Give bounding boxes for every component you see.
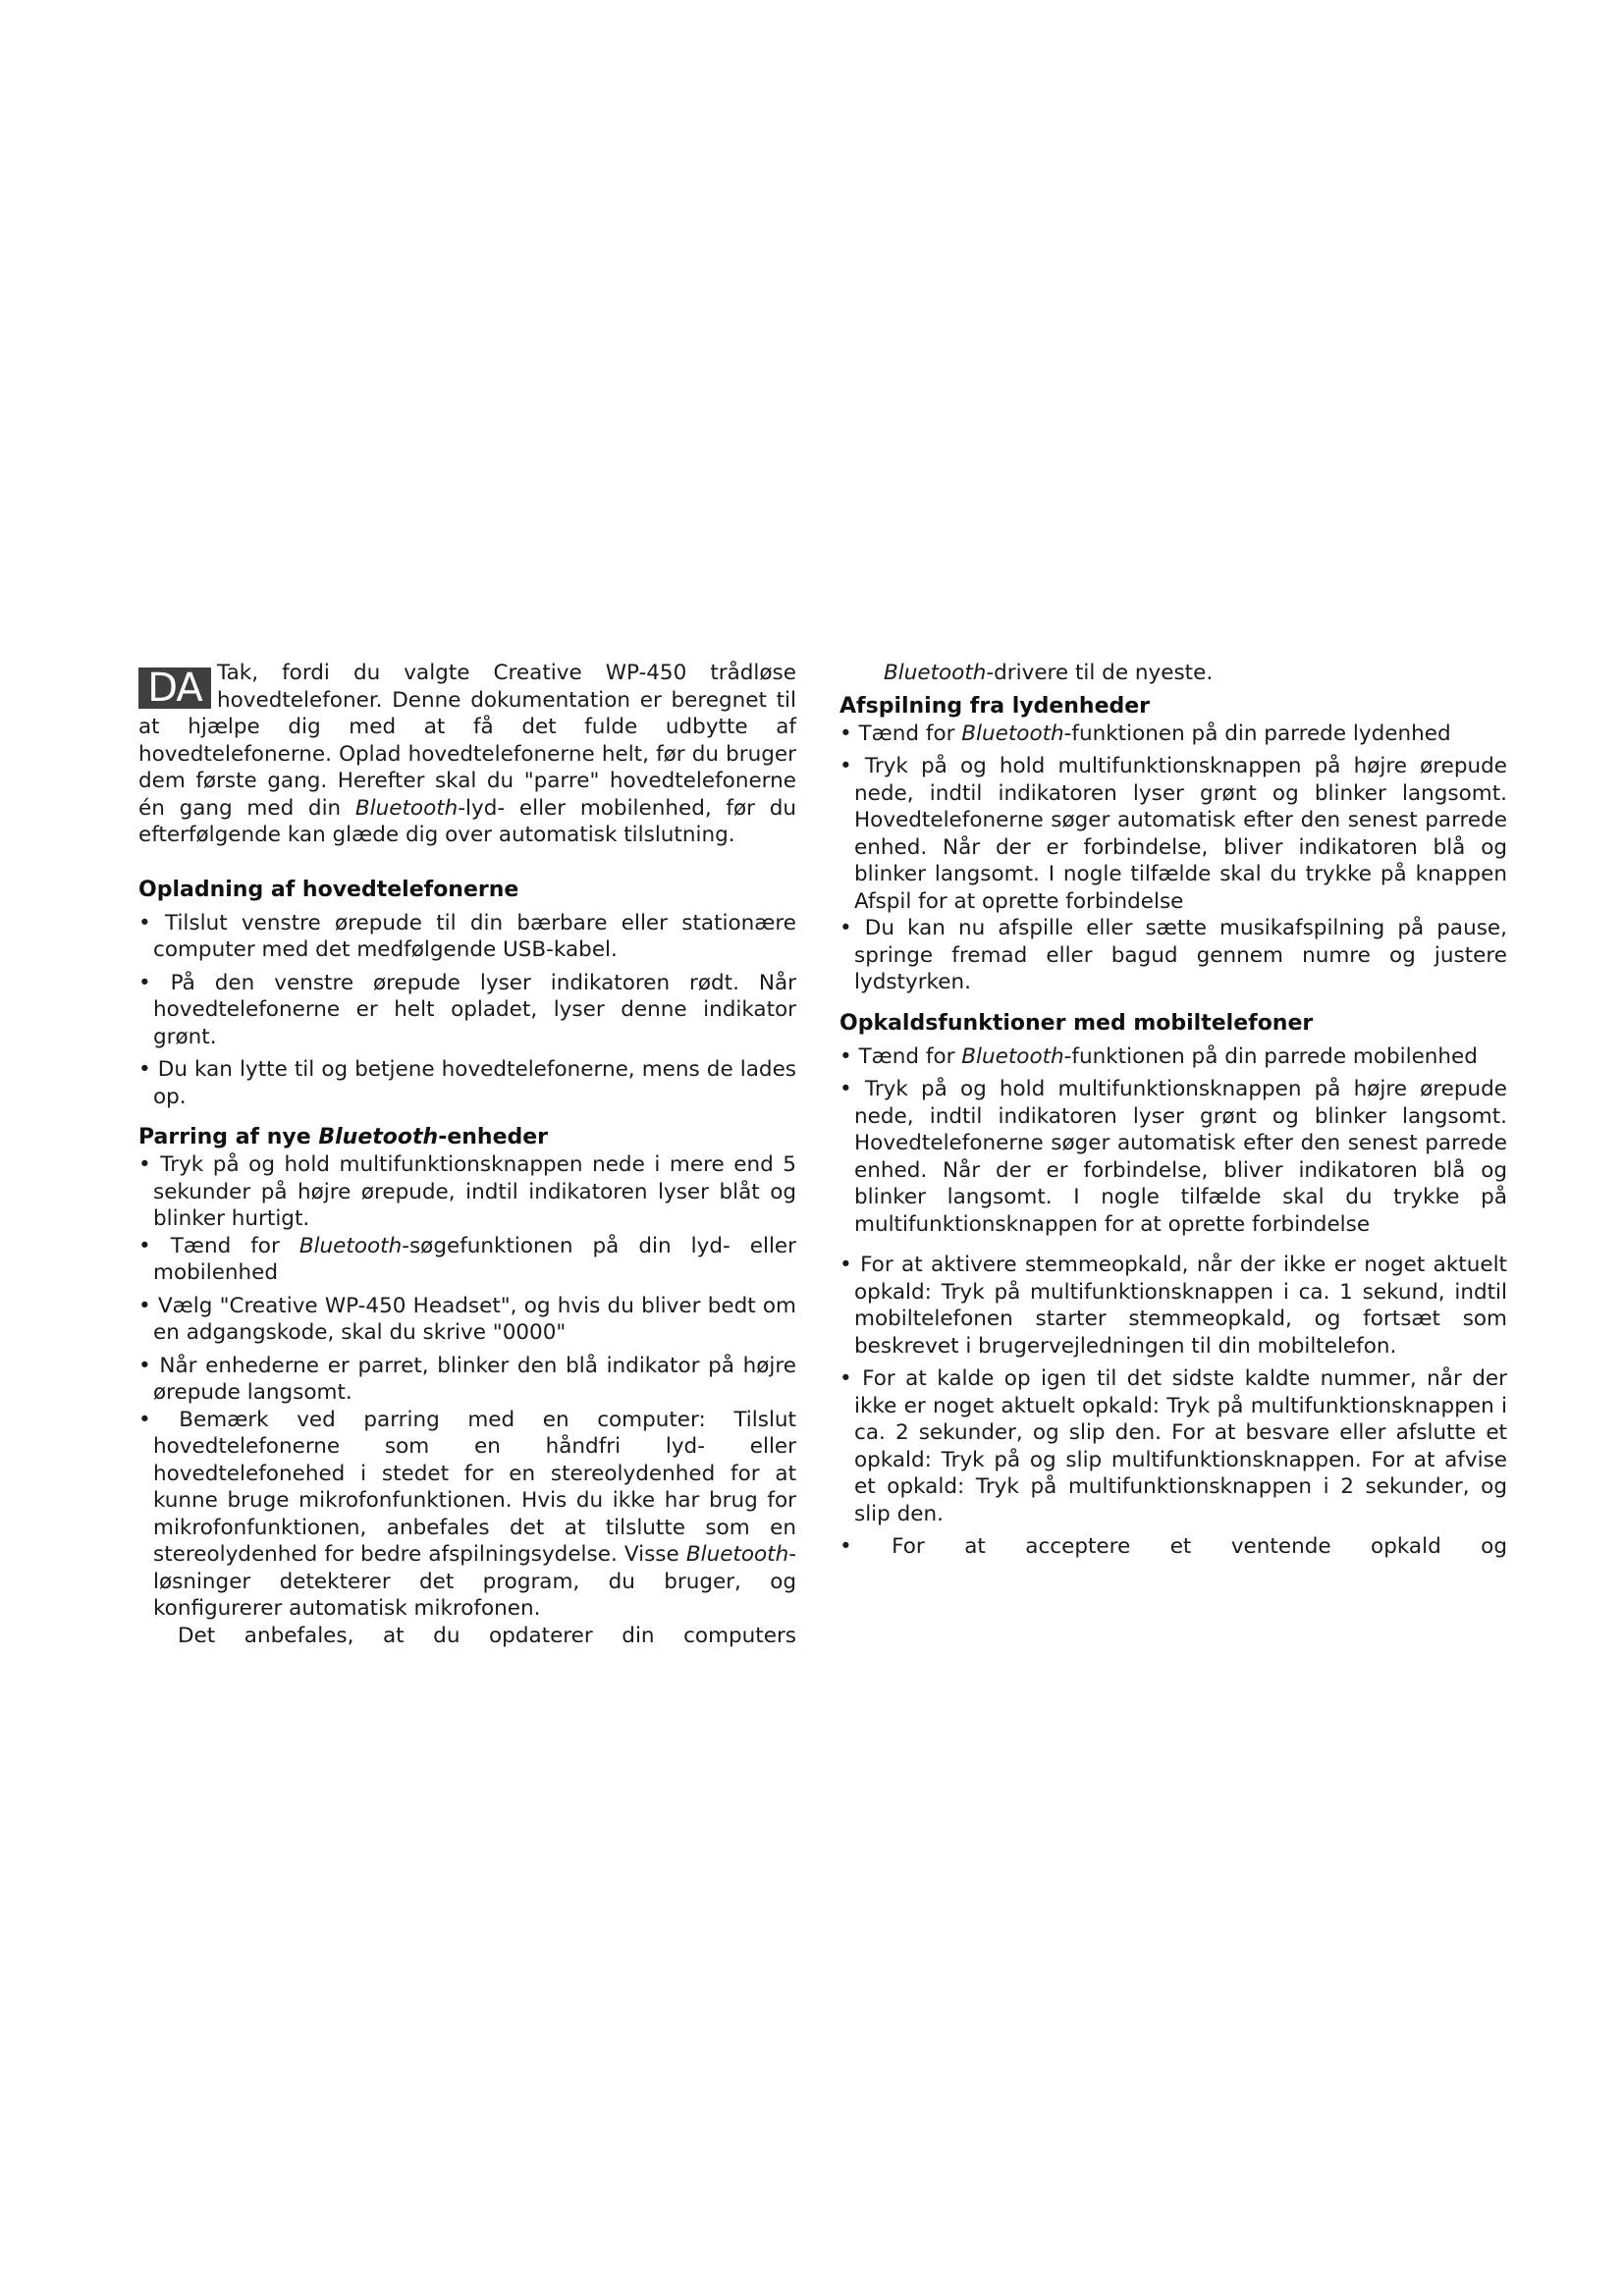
pairing-item5-b: -løsninger detekterer det program, du bruger, og konfigurerer automatisk mikrofonen. (153, 1542, 796, 1621)
calls-item1-bluetooth: Bluetooth (961, 1043, 1064, 1069)
pairing-item5-a: Bemærk ved parring med en computer: Tilslut hovedtelefonerne som en håndfri lyd- eller hovedtelefonehed i stedet for en stereolydenhed for at kunne bruge mikrofonfunktionen. Hvis du ikke har brug for mikrofonfunktionen, anbefales det at tilslutte som en stereolydenhed for bedre afspilningsydelse. Visse (153, 1407, 796, 1567)
pairing-item5-bluetooth: Bluetooth (685, 1542, 789, 1567)
calls-item1-pre: Tænd for (858, 1043, 962, 1069)
pairing-item2-post: -søgefunktionen på din lyd- eller mobilenhed (153, 1233, 796, 1285)
list-item (839, 1043, 1507, 1071)
continued-rest: -drivere til de nyeste. (986, 661, 1214, 685)
list-item: • Tryk på og hold multifunktionsknappen på højre ørepude nede, indtil indikatoren lyser grønt og blinker langsomt. Hovedtelefonerne søger automatisk efter den senest parrede enhed. Når der er forbindelse, bliver indikatoren blå og blinker langsomt. I nogle tilfælde skal du trykke på multifunktionsknappen for at oprette forbindelse (839, 1076, 1507, 1238)
intro-paragraph (138, 660, 796, 849)
pairing-heading-post: -enheder (438, 1125, 549, 1149)
list-item: • Vælg "Creative WP-450 Headset", og hvis du bliver bedt om en adgangskode, skal du skrive "0000" (138, 1293, 796, 1347)
continued-line (839, 660, 1507, 687)
list-item: • Tryk på og hold multifunktionsknappen nede i mere end 5 sekunder på højre ørepude, indtil indikatoren lyser blåt og blinker hurtigt. (138, 1151, 796, 1233)
right-column (839, 660, 1507, 1561)
list-item (839, 721, 1507, 748)
pairing-item2-bluetooth: Bluetooth (298, 1233, 403, 1258)
list-item (138, 1233, 796, 1287)
pairing-heading-bluetooth: Bluetooth (318, 1125, 439, 1149)
left-column (138, 660, 796, 1649)
list-item: • For at aktivere stemmeopkald, når der ikke er noget aktuelt opkald: Tryk på multifunktionsknappen i ca. 1 sekund, indtil mobiltelefonen starter stemmeopkald, og fortsæt som beskrevet i brugervejledningen til din mobiltelefon. (839, 1252, 1507, 1360)
intro-text-1: Tak, fordi du valgte Creative WP-450 trådløse hovedtelefoner. Denne dokumentation er beregnet til at hjælpe dig med at få det fulde udbytte af hovedtelefonerne. Oplad hovedtelefonerne helt, før du bruger dem første gang. Herefter skal du "parre" hovedtelefonerne én gang med din (138, 661, 796, 821)
list-item: • Du kan nu afspille eller sætte musikafspilning på pause, springe fremad eller bagud gennem numre og justere lydstyrken. (839, 915, 1507, 996)
playback-item1-bluetooth: Bluetooth (961, 721, 1064, 746)
playback-heading: Afspilning fra lydenheder (839, 693, 1151, 719)
list-item: • Tryk på og hold multifunktionsknappen på højre ørepude nede, indtil indikatoren lyser grønt og blinker langsomt. Hovedtelefonerne søger automatisk efter den senest parrede enhed. Når der er forbindelse, bliver indikatoren blå og blinker langsomt. I nogle tilfælde skal du trykke på knappen Afspil for at oprette forbindelse (839, 753, 1507, 915)
list-item: • På den venstre ørepude lyser indikatoren rødt. Når hovedtelefonerne er helt opladet, lyser denne indikator grønt. (138, 970, 796, 1051)
language-badge: DA (138, 667, 211, 709)
list-item: • Når enhederne er parret, blinker den blå indikator på højre ørepude langsomt. (138, 1353, 796, 1407)
intro-bluetooth: Bluetooth (354, 795, 459, 821)
calls-heading: Opkaldsfunktioner med mobiltelefoner (839, 1010, 1314, 1036)
pairing-heading (138, 1124, 796, 1151)
playback-item1-post: -funktionen på din parrede lydenhed (1063, 721, 1451, 746)
pairing-item2-pre: Tænd for (170, 1233, 299, 1258)
continued-bluetooth: Bluetooth (884, 661, 987, 685)
list-item: • Tilslut venstre ørepude til din bærbare eller stationære computer med det medfølgende USB-kabel. (138, 910, 796, 964)
list-item: • For at acceptere et ventende opkald og (839, 1533, 1507, 1561)
list-item: • Du kan lytte til og betjene hovedtelefonerne, mens de lades op. (138, 1056, 796, 1110)
pairing-heading-pre: Parring af nye (138, 1125, 319, 1149)
list-item: • For at kalde op igen til det sidste kaldte nummer, når der ikke er noget aktuelt opkald: Tryk på multifunktionsknappen i ca. 2 sekunder, og slip den. For at besvare eller afslutte et opkald: Tryk på og slip multifunktionsknappen. For at afvise et opkald: Tryk på multifunktionsknappen i 2 sekunder, og slip den. (839, 1365, 1507, 1527)
intro-text-2: -lyd- eller mobilenhed, før du efterfølgende kan glæde dig over automatisk tilslutning. (138, 795, 796, 847)
charging-heading: Opladning af hovedtelefonerne (138, 877, 519, 902)
list-item (138, 1407, 796, 1623)
playback-item1-pre: Tænd for (858, 721, 962, 746)
pairing-item5-c: Det anbefales, at du opdaterer din computers (178, 1623, 796, 1648)
calls-item1-post: -funktionen på din parrede mobilenhed (1063, 1043, 1478, 1069)
